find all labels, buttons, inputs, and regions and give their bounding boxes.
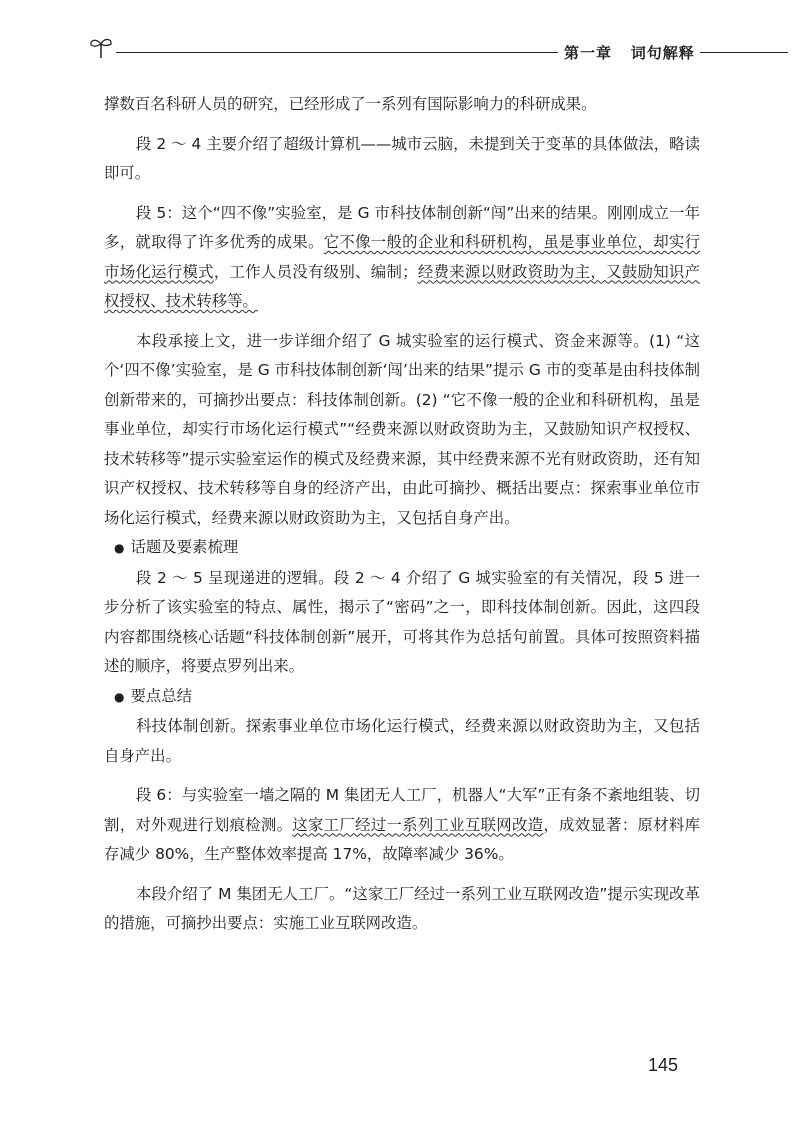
page-number: 145 (648, 1055, 679, 1075)
paragraph-analysis-2-4: 段 2 ～ 4 主要介绍了超级计算机——城市云脑，未提到关于变革的具体做法，略读即可。 (104, 134, 700, 182)
source-6-text-end: ，成效显著：原材料库存减少 80%，生产整体效率提高 17%，故障率减少 36%。 (104, 815, 700, 863)
underlined-phrase: 这家工厂经过一系列工业互联网改造 (292, 815, 544, 834)
header-rule-right (700, 52, 788, 53)
chapter-heading (558, 42, 701, 63)
paragraph-source-5 (104, 199, 700, 317)
source-5-text-mid: ，工作人员没有级别、编制； (213, 262, 418, 281)
chapter-label: 第一章 (564, 44, 613, 62)
paragraph-source-6 (104, 781, 700, 870)
chapter-title: 词句解释 (630, 44, 695, 62)
sprout-icon (88, 34, 114, 60)
paragraph-summary: 科技体制创新。探索事业单位市场化运行模式，经费来源以财政资助为主，又包括自身产出。 (104, 717, 700, 765)
source-5-text: 段 5：这个“四不像”实验室，是 G 市科技体制创新“闯”出来的结果。刚刚成立一年多，就取得了许多优秀的成果。 (104, 203, 700, 251)
paragraph-continuation: 撑数百名科研人员的研究，已经形成了一系列有国际影响力的科研成果。 (104, 95, 597, 113)
paragraph-topic: 段 2 ～ 5 呈现递进的逻辑。段 2 ～ 4 介绍了 G 城实验室的有关情况，段 5 进一步分析了该实验室的特点、属性，揭示了“密码”之一，即科技体制创新。因此，这四段内容都围绕核心话题“科技体制创新”展开，可将其作为总括句前置。具体可按照资料描述的顺序，将要点罗列出来。 (104, 568, 700, 675)
bullet-heading-summary: ● 要点总结 (104, 682, 700, 713)
bullet-heading-topic: ● 话题及要素梳理 (104, 533, 700, 564)
paragraph-analysis-6: 本段介绍了 M 集团无人工厂。“这家工厂经过一系列工业互联网改造”提示实现改革的措施，可摘抄出要点：实施工业互联网改造。 (104, 884, 700, 932)
page-body (104, 90, 700, 939)
header-rule-left (116, 52, 624, 53)
underlined-phrase: 它不像一般的企业和科研机构，虽是事业单位，却实行市场化运行模式 (104, 233, 700, 281)
running-header (88, 34, 700, 64)
paragraph-analysis-5: 本段承接上文，进一步详细介绍了 G 城实验室的运行模式、资金来源等。(1) “这个‘四不像’实验室，是 G 市科技体制创新‘闯’出来的结果”提示 G 市的变革是由科技体制创新带来的，可摘抄出要点：科技体制创新。(2) “它不像一般的企业和科研机构，虽是事业单位，却实行市场化运行模式”“经费来源以财政资助为主，又鼓励知识产权授权、技术转移等”提示实验室运作的模式及经费来源，其中经费来源不光有财政资助，还有知识产权授权、技术转移等自身的经济产出，由此可摘抄、概括出要点：探索事业单位市场化运行模式，经费来源以财政资助为主，又包括自身产出。 (104, 331, 700, 527)
underlined-phrase: 经费来源以财政资助为主，又鼓励知识产权授权、技术转移等。 (104, 262, 700, 310)
source-6-text: 段 6：与实验室一墙之隔的 M 集团无人工厂，机器人“大军”正有条不紊地组装、切割，对外观进行划痕检测。 (104, 786, 700, 834)
